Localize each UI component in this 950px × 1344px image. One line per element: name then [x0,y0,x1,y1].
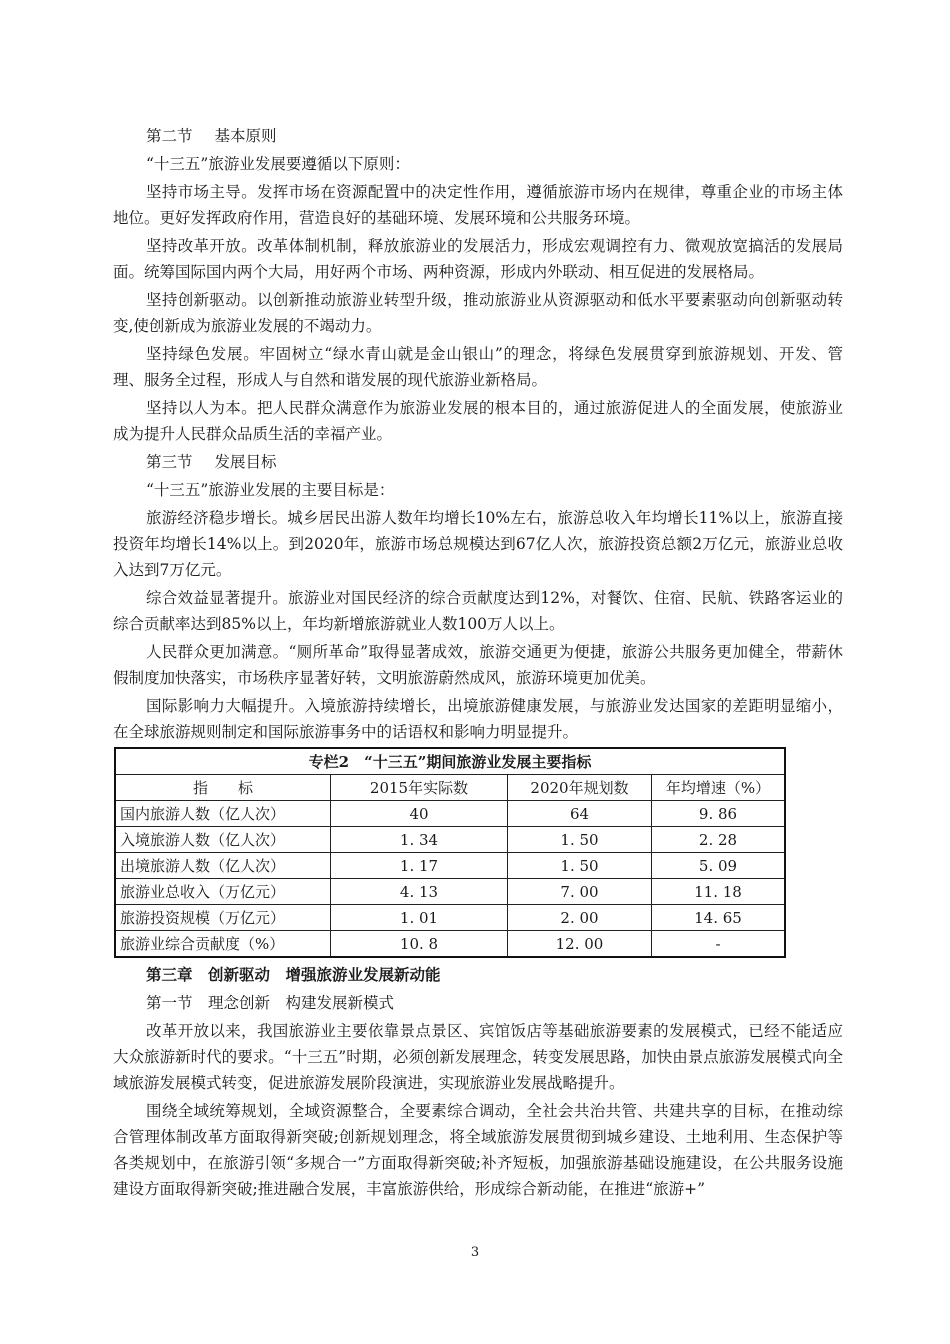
table-cell: 1. 50 [508,827,652,853]
paragraph: 坚持绿色发展。牢固树立“绿水青山就是金山银山”的理念，将绿色发展贯穿到旅游规划、开发、管理、服务全过程，形成人与自然和谐发展的现代旅游业新格局。 [113,345,843,389]
paragraph: 国际影响力大幅提升。入境旅游持续增长，出境旅游健康发展，与旅游业发达国家的差距明显缩小，在全球旅游规则制定和国际旅游事务中的话语权和影响力明显提升。 [113,697,843,741]
table-cell: 64 [508,801,652,827]
table-row [115,879,785,905]
table-cell: 2. 28 [652,827,786,853]
page-content [113,123,843,1204]
section-intro: “十三五”旅游业发展的主要目标是： [146,481,395,499]
table-cell: 入境旅游人数（亿人次） [115,827,331,853]
page-number: 3 [470,1245,480,1260]
table-row [115,853,785,879]
table-cell: 4. 13 [331,879,508,905]
column-header: 2020年规划数 [508,775,652,801]
table-cell: 14. 65 [652,905,786,931]
table-header-row [115,775,785,801]
paragraph: 坚持市场主导。发挥市场在资源配置中的决定性作用，遵循旅游市场内在规律，尊重企业的市场主体地位。更好发挥政府作用，营造良好的基础环境、发展环境和公共服务环境。 [113,183,843,227]
column-header: 年均增速（%） [652,775,786,801]
table-cell: 1. 50 [508,853,652,879]
column-header: 2015年实际数 [331,775,508,801]
table-cell: 10. 8 [331,931,508,958]
table-cell: 出境旅游人数（亿人次） [115,853,331,879]
column-header: 指 标 [115,775,331,801]
section-number: 第三节 [146,453,193,471]
table-row [115,931,785,958]
paragraph: 改革开放以来，我国旅游业主要依靠景点景区、宾馆饭店等基础旅游要素的发展模式，已经不能适应大众旅游新时代的要求。“十三五”时期，必须创新发展理念，转变发展思路，加快由景点旅游发展模式向全域旅游发展模式转变，促进旅游发展阶段演进，实现旅游业发展战略提升。 [113,1022,843,1092]
section-intro: “十三五”旅游业发展要遵循以下原则： [146,155,410,173]
table-caption-row [115,748,785,775]
paragraph: 坚持创新驱动。以创新推动旅游业转型升级，推动旅游业从资源驱动和低水平要素驱动向创新驱动转变,使创新成为旅游业发展的不竭动力。 [113,291,843,335]
table-cell: 7. 00 [508,879,652,905]
table-cell: 旅游业总收入（万亿元） [115,879,331,905]
paragraph: 人民群众更加满意。“厕所革命”取得显著成效，旅游交通更为便捷，旅游公共服务更加健全，带薪休假制度加快落实，市场秩序显著好转，文明旅游蔚然成风，旅游环境更加优美。 [113,643,843,687]
table-cell: 12. 00 [508,931,652,958]
table-cell: 40 [331,801,508,827]
table-row [115,905,785,931]
table-cell: 5. 09 [652,853,786,879]
table-cell: 国内旅游人数（亿人次） [115,801,331,827]
paragraph: 坚持以人为本。把人民群众满意作为旅游业发展的根本目的，通过旅游促进人的全面发展，使旅游业成为提升人民群众品质生活的幸福产业。 [113,399,843,443]
table-cell: 旅游业综合贡献度（%） [115,931,331,958]
table-caption: 专栏2 “十三五”期间旅游业发展主要指标 [115,748,785,775]
section-heading-concept-innovation: 第一节 理念创新 构建发展新模式 [146,994,395,1012]
paragraph: 旅游经济稳步增长。城乡居民出游人数年均增长10%左右，旅游总收入年均增长11%以上，旅游直接投资年均增长14%以上。到2020年，旅游市场总规模达到67亿人次，旅游投资总额2万亿元，旅游业总收入达到7万亿元。 [113,509,843,579]
table-cell: 1. 01 [331,905,508,931]
table-row [115,801,785,827]
table-cell: 1. 17 [331,853,508,879]
section-heading-development-goals [113,449,843,475]
table-cell: 9. 86 [652,801,786,827]
table-cell: - [652,931,786,958]
paragraph: 坚持改革开放。改革体制机制，释放旅游业的发展活力，形成宏观调控有力、微观放宽搞活的发展局面。统筹国际国内两个大局，用好两个市场、两种资源，形成内外联动、相互促进的发展格局。 [113,237,843,281]
section-number: 第二节 [146,127,193,145]
indicators-table [114,747,786,958]
table-cell: 1. 34 [331,827,508,853]
table-cell: 旅游投资规模（万亿元） [115,905,331,931]
section-heading-basic-principles [113,123,843,149]
chapter-title: 第三章 创新驱动 增强旅游业发展新动能 [146,965,441,984]
section-title: 基本原则 [214,127,277,145]
section-title: 发展目标 [214,453,277,471]
paragraph: 围绕全域统筹规划，全域资源整合，全要素综合调动，全社会共治共管、共建共享的目标，在推动综合管理体制改革方面取得新突破;创新规划理念，将全域旅游发展贯彻到城乡建设、土地利用、生态保护等各类规划中，在旅游引领“多规合一”方面取得新突破;补齐短板，加强旅游基础设施建设，在公共服务设施建设方面取得新突破;推进融合发展，丰富旅游供给，形成综合新动能，在推进“旅游+” [113,1102,843,1198]
table-cell: 2. 00 [508,905,652,931]
table-cell: 11. 18 [652,879,786,905]
paragraph: 综合效益显著提升。旅游业对国民经济的综合贡献度达到12%，对餐饮、住宿、民航、铁路客运业的综合贡献率达到85%以上，年均新增旅游就业人数100万人以上。 [113,589,843,633]
table-row [115,827,785,853]
